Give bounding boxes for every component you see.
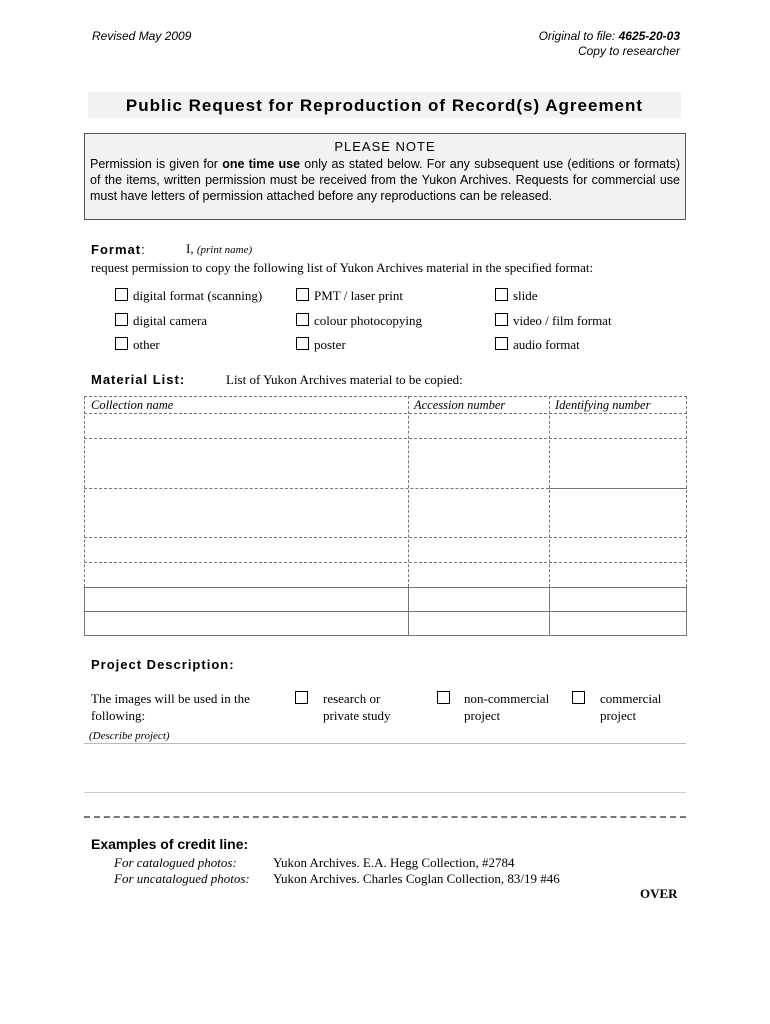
revised-date: Revised May 2009 — [92, 29, 192, 43]
table-line — [549, 587, 550, 635]
format-label: Format — [91, 242, 142, 257]
divider — [84, 792, 686, 793]
file-number: 4625-20-03 — [618, 29, 680, 43]
material-list-subtitle: List of Yukon Archives material to be copied: — [226, 372, 463, 387]
material-table — [84, 396, 687, 636]
table-line — [84, 562, 687, 563]
table-line — [84, 413, 687, 414]
option-digital-camera: digital camera — [133, 313, 207, 328]
describe-project-hint: (Describe project) — [89, 730, 170, 742]
option-non-commercial — [464, 690, 549, 724]
format-colon: : — [141, 242, 145, 257]
table-line — [686, 396, 687, 587]
divider — [84, 816, 686, 818]
credit-label-catalogued: For catalogued photos: — [114, 855, 237, 870]
project-description-label: Project Description: — [91, 657, 235, 672]
non-commercial-line2: project — [464, 708, 501, 723]
table-line — [84, 488, 549, 489]
commercial-line1: commercial — [600, 691, 662, 706]
option-audio-format: audio format — [513, 337, 580, 352]
print-name-hint: (print name) — [196, 244, 253, 256]
credit-line-label: Examples of credit line: — [91, 836, 249, 852]
option-video-film: video / film format — [513, 313, 612, 328]
checkbox-colour-photocopying[interactable] — [296, 313, 309, 326]
checkbox-research[interactable] — [295, 691, 308, 704]
original-to-file-label: Original to file: — [538, 29, 619, 43]
commercial-line2: project — [600, 708, 637, 723]
checkbox-commercial[interactable] — [572, 691, 585, 704]
please-note-text — [90, 156, 680, 204]
checkbox-other[interactable] — [115, 337, 128, 350]
project-intro-line2: following: — [91, 708, 146, 723]
table-line — [549, 396, 550, 587]
research-line2: private study — [323, 708, 391, 723]
credit-label-uncatalogued: For uncatalogued photos: — [114, 871, 250, 886]
project-intro-line1: The images will be used in the — [91, 691, 250, 706]
copy-to-researcher: Copy to researcher — [577, 44, 680, 58]
table-line — [84, 587, 85, 635]
note-text-after: only as stated below. For any subsequent use (editions or formats) of the items, written permission must be received from the Yukon Archives. Requests for commercial use must have letters of permission attached before any reproductions can be released. — [90, 157, 680, 203]
material-list-label: Material List: — [91, 372, 186, 387]
table-line — [408, 396, 409, 587]
credit-value-uncatalogued: Yukon Archives. Charles Coglan Collection, 83/19 #46 — [273, 871, 560, 886]
column-header-accession: Accession number — [414, 398, 506, 412]
checkbox-poster[interactable] — [296, 337, 309, 350]
option-poster: poster — [314, 337, 346, 352]
note-text-before: Permission is given for — [90, 157, 223, 171]
credit-value-catalogued: Yukon Archives. E.A. Hegg Collection, #2784 — [273, 855, 515, 870]
project-intro — [91, 690, 250, 724]
note-text-bold: one time use — [222, 157, 301, 171]
option-pmt-laser-print: PMT / laser print — [314, 288, 403, 303]
please-note-heading: PLEASE NOTE — [334, 139, 436, 154]
option-other: other — [133, 337, 160, 352]
table-line — [84, 635, 687, 636]
checkbox-non-commercial[interactable] — [437, 691, 450, 704]
table-line — [84, 537, 687, 538]
original-to-file — [480, 29, 680, 43]
table-line — [549, 488, 687, 489]
checkbox-digital-format[interactable] — [115, 288, 128, 301]
table-line — [408, 587, 409, 635]
table-line — [686, 587, 687, 635]
format-row — [91, 241, 145, 259]
table-line — [84, 587, 687, 588]
column-header-collection: Collection name — [91, 398, 174, 412]
option-digital-format: digital format (scanning) — [133, 288, 263, 303]
request-text: request permission to copy the following list of Yukon Archives material in the specified format: — [91, 260, 594, 275]
i-text: I, — [186, 241, 197, 256]
table-line — [84, 438, 687, 439]
option-commercial — [600, 690, 661, 724]
table-line — [84, 396, 687, 397]
table-line — [84, 611, 687, 612]
checkbox-slide[interactable] — [495, 288, 508, 301]
over-indicator: OVER — [640, 886, 678, 901]
checkbox-pmt-laser-print[interactable] — [296, 288, 309, 301]
table-line — [84, 396, 85, 587]
option-research — [323, 690, 391, 724]
checkbox-digital-camera[interactable] — [115, 313, 128, 326]
checkbox-video-film[interactable] — [495, 313, 508, 326]
page-title: Public Request for Reproduction of Record(s) Agreement — [125, 96, 644, 115]
print-name-field[interactable] — [186, 241, 252, 257]
non-commercial-line1: non-commercial — [464, 691, 550, 706]
research-line1: research or — [323, 691, 381, 706]
option-slide: slide — [513, 288, 538, 303]
checkbox-audio-format[interactable] — [495, 337, 508, 350]
project-description-field[interactable] — [84, 743, 686, 792]
column-header-identifying: Identifying number — [555, 398, 651, 412]
option-colour-photocopying: colour photocopying — [314, 313, 422, 328]
